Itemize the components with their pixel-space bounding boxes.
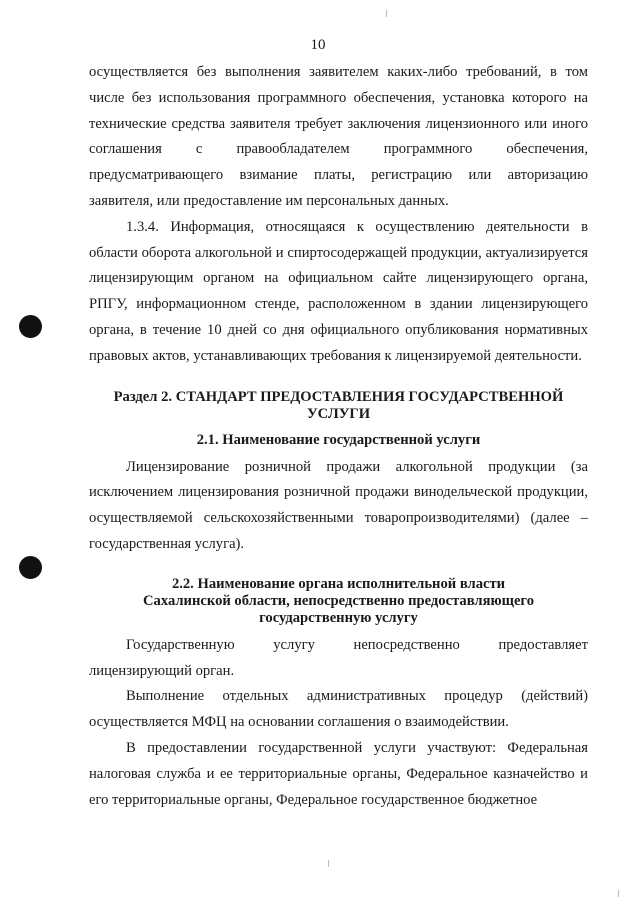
paragraph-participants: В предоставлении государственной услуги участвуют: Федеральная налоговая служба и ее территориальные органы, Федеральное казначейство и его территориальные органы, Федеральное государственное бюджетное <box>89 739 588 808</box>
subsection-2-2-heading <box>89 576 588 627</box>
paragraph-licensing-body: Государственную услугу непосредственно предоставляет лицензирующий орган. <box>89 636 588 679</box>
page-number: 10 <box>310 37 326 53</box>
paragraph-service-name: Лицензирование розничной продажи алкогольной продукции (за исключением лицензирования розничной продажи винодельческой продукции, осуществляемой сельскохозяйственными товаропроизводителями) (далее – государственная услуга). <box>89 458 588 552</box>
punch-hole-top <box>19 315 42 338</box>
document-body <box>89 60 588 813</box>
punch-hole-bottom <box>19 556 42 579</box>
paragraph-1-3-4: 1.3.4. Информация, относящаяся к осуществлению деятельности в области оборота алкогольной и спиртосодержащей продукции, актуализируется лицензирующим органом на официальном сайте лицензирующего органа, РПГУ, информационном стенде, расположенном в здании лицензирующего органа, в течение 10 дней со дня официального опубликования нормативных правовых актов, устанавливающих требования к лицензируемой деятельности. <box>89 218 588 364</box>
paragraph-continuation: осуществляется без выполнения заявителем каких-либо требований, в том числе без использования программного обеспечения, установка которого на технические средства заявителя требует заключения лицензионного или иного соглашения с правообладателем программного обеспечения, предусматривающего взимание платы, регистрацию или авторизацию заявителя, или предоставление им персональных данных. <box>89 64 588 209</box>
scan-mark <box>386 10 387 17</box>
subsection-2-2-heading-line3: государственную услугу <box>259 609 418 626</box>
subsection-2-2-heading-line2: Сахалинской области, непосредственно предоставляющего <box>143 592 534 609</box>
section-2-heading <box>89 389 588 423</box>
section-2-heading-line2: УСЛУГИ <box>306 405 371 422</box>
scan-mark <box>328 860 329 867</box>
paragraph-mfc: Выполнение отдельных административных процедур (действий) осуществляется МФЦ на основании соглашения о взаимодействии. <box>89 688 588 731</box>
subsection-2-1-heading: 2.1. Наименование государственной услуги <box>196 431 481 448</box>
subsection-2-2-heading-line1: 2.2. Наименование органа исполнительной власти <box>171 575 506 592</box>
scan-mark <box>618 890 619 897</box>
section-2-heading-line1: Раздел 2. СТАНДАРТ ПРЕДОСТАВЛЕНИЯ ГОСУДАРСТВЕННОЙ <box>113 388 564 405</box>
